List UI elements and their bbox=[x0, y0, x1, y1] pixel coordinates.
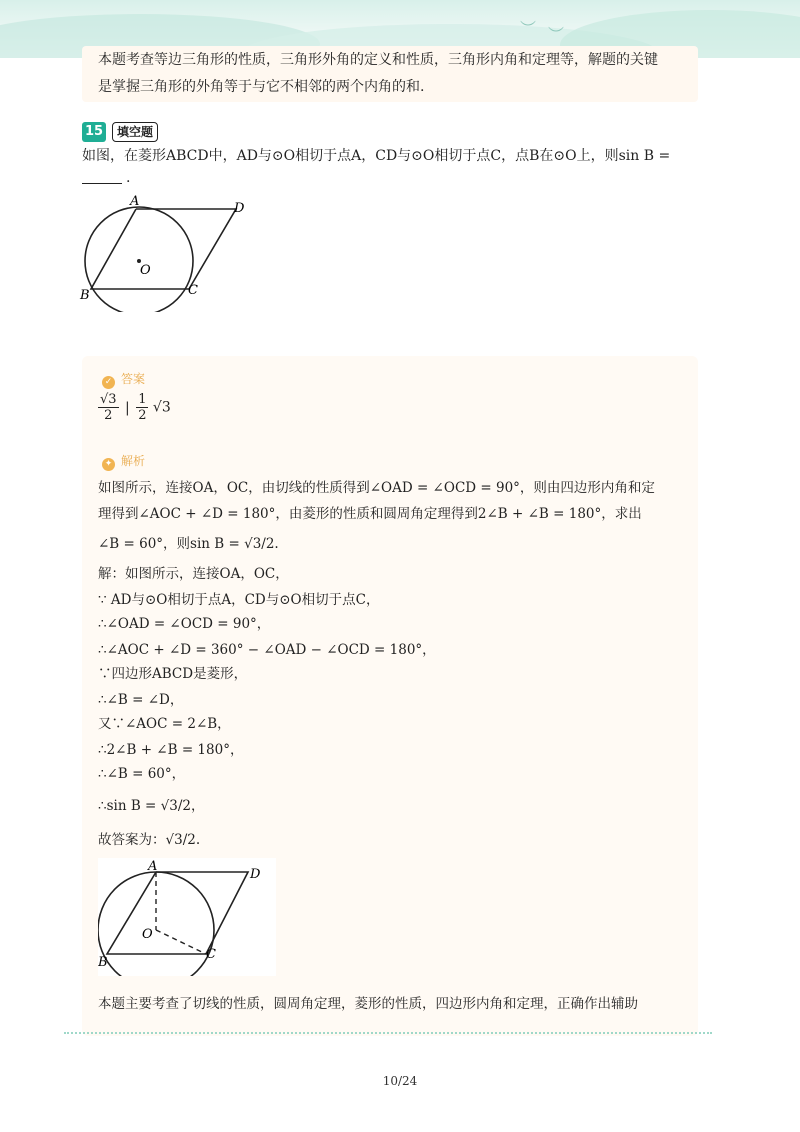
dotted-divider bbox=[64, 1032, 712, 1034]
bird-icon: ︶ bbox=[548, 25, 565, 44]
answer-value: $\frac{√3}{2}$ | $\frac{1}{2}$ √3 bbox=[100, 392, 171, 423]
answer-heading: ✓ 答案 bbox=[102, 370, 145, 389]
label-b: B bbox=[80, 288, 90, 303]
label-d: D bbox=[250, 867, 261, 882]
answer-blank bbox=[82, 183, 122, 184]
check-icon: ✓ bbox=[102, 376, 115, 389]
label-c: C bbox=[206, 947, 216, 962]
summary-line: 是掌握三角形的外角等于与它不相邻的两个内角的和. bbox=[98, 79, 425, 95]
conclusion-line: 本题主要考查了切线的性质，圆周角定理，菱形的性质，四边形内角和定理，正确作出辅助 bbox=[98, 996, 638, 1012]
analysis-heading: ✦ 解析 bbox=[102, 452, 145, 471]
label-b: B bbox=[98, 955, 108, 970]
lightbulb-icon: ✦ bbox=[102, 458, 115, 471]
question-number: 15 bbox=[82, 122, 106, 142]
summary-line: 本题考查等边三角形的性质，三角形外角的定义和性质，三角形内角和定理等，解题的关键 bbox=[98, 52, 658, 68]
analysis-line: ∴∠AOC + ∠D = 360° − ∠OAD − ∠OCD = 180°， bbox=[98, 642, 436, 658]
label-c: C bbox=[188, 283, 198, 298]
page-number: 10/24 bbox=[382, 1074, 418, 1088]
analysis-line: ∴sin B = √3/2， bbox=[98, 798, 205, 814]
rhombus-circle-figure bbox=[76, 192, 266, 312]
analysis-line: ∴∠OAD = ∠OCD = 90°， bbox=[98, 616, 271, 632]
label-a: A bbox=[148, 859, 158, 874]
analysis-line: ∴2∠B + ∠B = 180°， bbox=[98, 742, 244, 758]
analysis-line: 故答案为：√3/2. bbox=[98, 832, 201, 848]
label-d: D bbox=[234, 201, 245, 216]
analysis-line: ∠B = 60°，则sin B = √3/2. bbox=[98, 536, 279, 552]
blank-period: . bbox=[126, 170, 131, 186]
label-a: A bbox=[130, 194, 140, 209]
label-o: O bbox=[142, 927, 153, 942]
analysis-line: ∵四边形ABCD是菱形， bbox=[98, 666, 248, 682]
analysis-line: 又∵∠AOC = 2∠B， bbox=[98, 716, 231, 732]
analysis-line: ∴∠B = ∠D， bbox=[98, 692, 184, 708]
bird-icon: ︶ bbox=[520, 19, 537, 38]
question-text: 如图，在菱形ABCD中，AD与⊙O相切于点A，CD与⊙O相切于点C，点B在⊙O上，则sin B = bbox=[82, 148, 671, 164]
solution-figure-panel bbox=[98, 858, 276, 976]
analysis-line: ∵ AD与⊙O相切于点A，CD与⊙O相切于点C， bbox=[98, 592, 380, 608]
solution-figure bbox=[98, 858, 276, 976]
analysis-line: 理得到∠AOC + ∠D = 180°，由菱形的性质和圆周角定理得到2∠B + ∠B = 180°，求出 bbox=[98, 506, 642, 522]
label-o: O bbox=[140, 263, 151, 278]
question-type-badge: 填空题 bbox=[112, 122, 158, 142]
analysis-line: 解：如图所示，连接OA，OC， bbox=[98, 566, 289, 582]
analysis-line: ∴∠B = 60°， bbox=[98, 766, 186, 782]
analysis-line: 如图所示，连接OA，OC，由切线的性质得到∠OAD = ∠OCD = 90°，则由四边形内角和定 bbox=[98, 480, 655, 496]
